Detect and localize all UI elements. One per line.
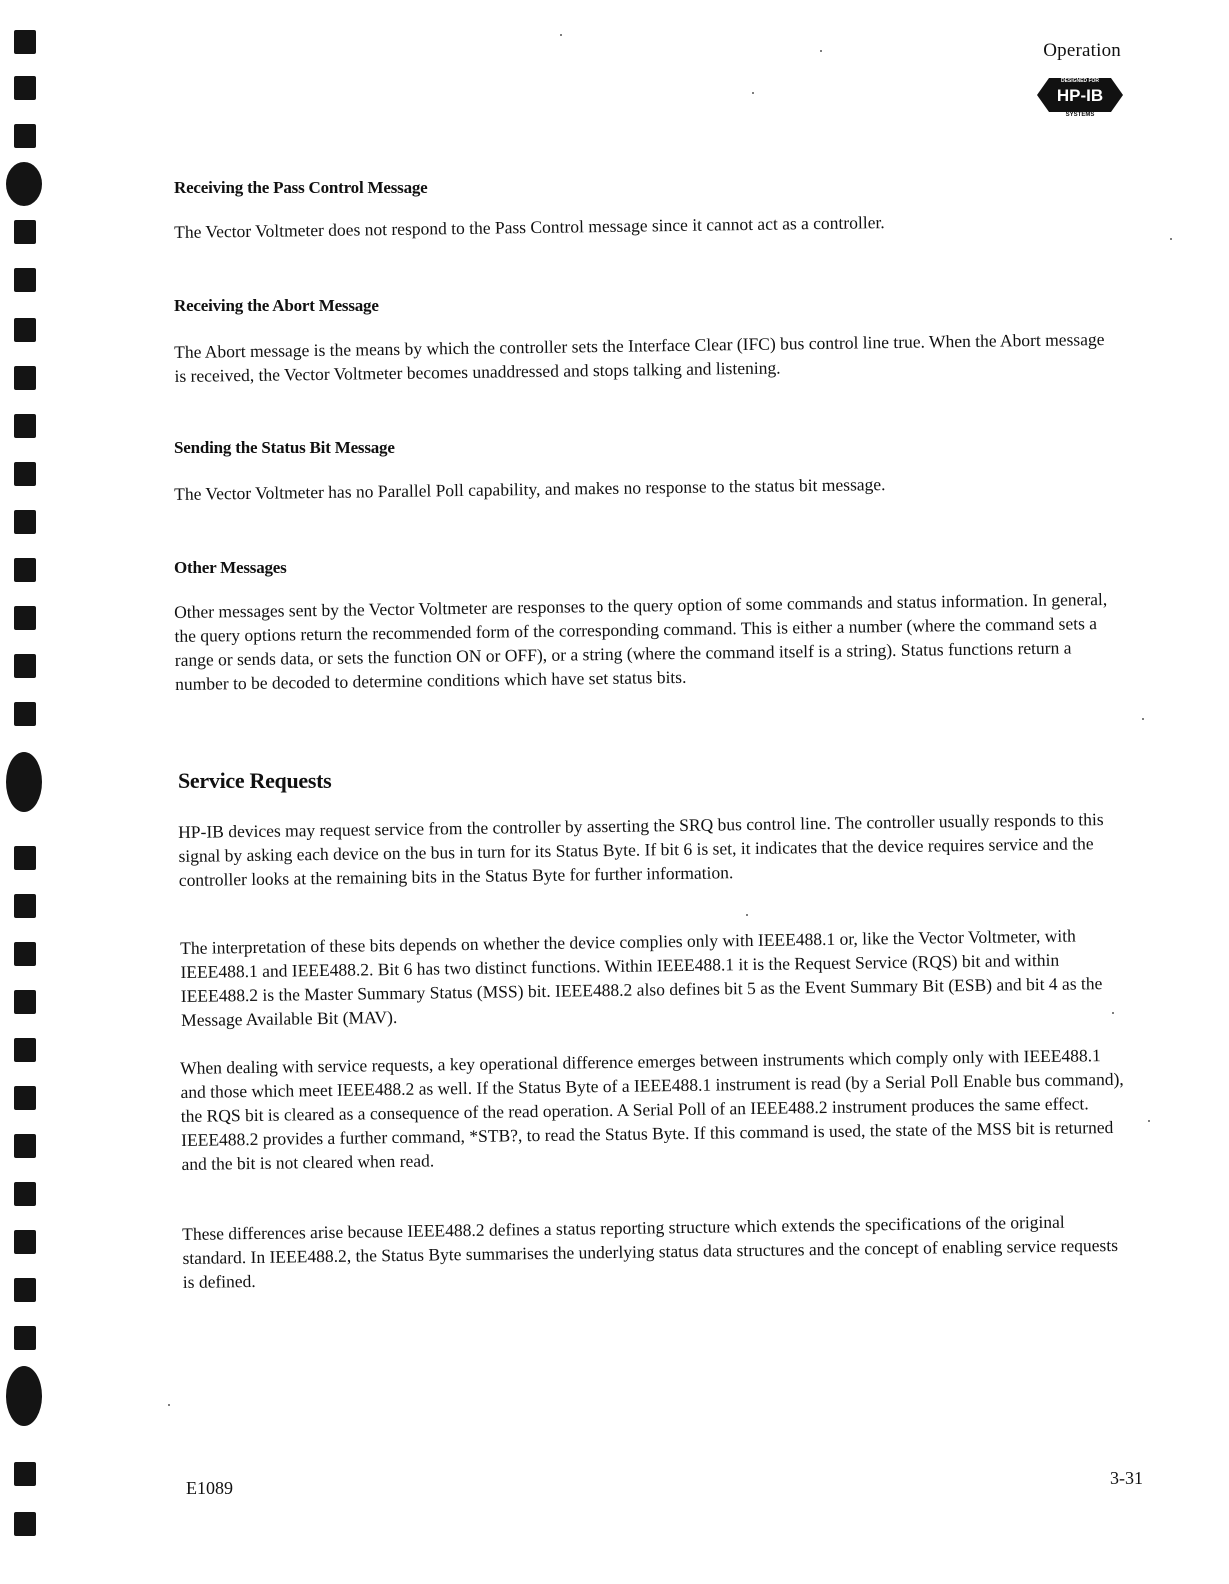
punch-hole — [14, 1134, 36, 1158]
punch-hole — [14, 1462, 36, 1486]
logo-main-text: HP-IB — [1056, 86, 1104, 105]
punch-hole — [14, 1086, 36, 1110]
section-body: The Abort message is the means by which the controller sets the Interface Clear (IFC) bus control line true. When the Abort message is received, the Vector Voltmeter becomes unaddressed and stops talking and listening. — [174, 329, 1105, 386]
punch-hole — [14, 942, 36, 966]
punch-hole — [14, 894, 36, 918]
punch-hole — [14, 30, 36, 54]
punch-hole — [14, 268, 36, 292]
punch-hole — [14, 1230, 36, 1254]
service-requests-paragraph: These differences arise because IEEE488.2 defines a status reporting structure which extends the specifications of the original standard. In IEEE488.2, the Status Byte summarises the underlying status data structures and the concept of enabling service requests is defined. — [182, 1211, 1119, 1292]
punch-hole — [14, 558, 36, 582]
punch-hole — [14, 846, 36, 870]
punch-hole — [14, 124, 36, 148]
logo-top-text: DESIGNED FOR — [1060, 78, 1100, 84]
punch-hole — [14, 702, 36, 726]
section-body: Other messages sent by the Vector Voltmeter are responses to the query option of some commands and status information. In general, the query options return the recommended form of the corresponding command. This is either a number (where the command sets a range or sends data, or sets the function ON or OFF), or a string (where the command itself is a string). Status functions return a number to be decoded to determine conditions which have set status bits. — [174, 588, 1108, 694]
punch-hole — [14, 366, 36, 390]
service-requests-paragraph: When dealing with service requests, a key operational difference emerges between instruments which comply only with IEEE488.1 and those which meet IEEE488.2 as well. If the Status Byte of a IEEE488.1 instrument is read (by a Serial Poll Enable bus command), the RQS bit is cleared as a consequence of the read operation. A Serial Poll of an IEEE488.2 instrument produces the same effect. IEEE488.2 provides a further command, *STB?, to read the Status Byte. If this command is used, the state of the MSS bit is returned and the bit is not cleared when read. — [180, 1045, 1124, 1174]
punch-hole — [14, 462, 36, 486]
scan-speck — [752, 92, 754, 94]
binding-margin — [0, 0, 60, 1584]
service-requests-heading: Service Requests — [178, 768, 332, 793]
punch-hole — [14, 606, 36, 630]
punch-hole — [14, 1326, 36, 1350]
binder-ring-hole — [6, 162, 42, 206]
scan-speck — [1142, 718, 1144, 720]
scan-speck — [746, 914, 748, 916]
page-number: 3-31 — [1110, 1468, 1143, 1488]
section-heading: Receiving the Pass Control Message — [174, 178, 428, 197]
punch-hole — [14, 220, 36, 244]
punch-hole — [14, 990, 36, 1014]
punch-hole — [14, 654, 36, 678]
running-header-title: Operation — [1043, 40, 1121, 61]
punch-hole — [14, 76, 36, 100]
punch-hole — [14, 318, 36, 342]
punch-hole — [14, 1512, 36, 1536]
binder-ring-hole — [6, 1366, 42, 1426]
document-id: E1089 — [186, 1478, 233, 1498]
hp-ib-systems-logo — [1037, 72, 1123, 118]
punch-hole — [14, 414, 36, 438]
scan-speck — [168, 1404, 170, 1406]
scan-speck — [560, 34, 562, 36]
punch-hole — [14, 510, 36, 534]
binder-ring-hole — [6, 752, 42, 812]
scan-speck — [820, 50, 822, 52]
service-requests-paragraph: HP-IB devices may request service from the controller by asserting the SRQ bus control line. The controller usually responds to this signal by asking each device on the bus in turn for its Status Byte. If bit 6 is set, it indicates that the device requires service and the controller looks at the remaining bits in the Status Byte for further information. — [178, 809, 1104, 890]
scan-speck — [1170, 238, 1172, 240]
punch-hole — [14, 1182, 36, 1206]
section-heading: Receiving the Abort Message — [174, 296, 379, 315]
punch-hole — [14, 1278, 36, 1302]
section-heading: Other Messages — [174, 558, 287, 577]
section-body: The Vector Voltmeter does not respond to the Pass Control message since it cannot act as a controller. — [174, 212, 885, 242]
scan-speck — [1148, 1120, 1150, 1122]
section-heading: Sending the Status Bit Message — [174, 438, 395, 457]
punch-hole — [14, 1038, 36, 1062]
scan-speck — [1112, 1012, 1114, 1014]
service-requests-paragraph: The interpretation of these bits depends on whether the device complies only with IEEE488.1 or, like the Vector Voltmeter, with IEEE488.1 and IEEE488.2. Bit 6 has two distinct functions. Within IEEE488.1 it is the Request Service (RQS) bit and within IEEE488.2 is the Master Summary Status (MSS) bit. IEEE488.2 also defines bit 5 as the Event Summary Bit (ESB) and bit 4 as the Message Available Bit (MAV). — [180, 925, 1103, 1030]
section-body: The Vector Voltmeter has no Parallel Poll capability, and makes no response to the status bit message. — [174, 474, 886, 504]
logo-bottom-text: SYSTEMS — [1065, 112, 1095, 118]
